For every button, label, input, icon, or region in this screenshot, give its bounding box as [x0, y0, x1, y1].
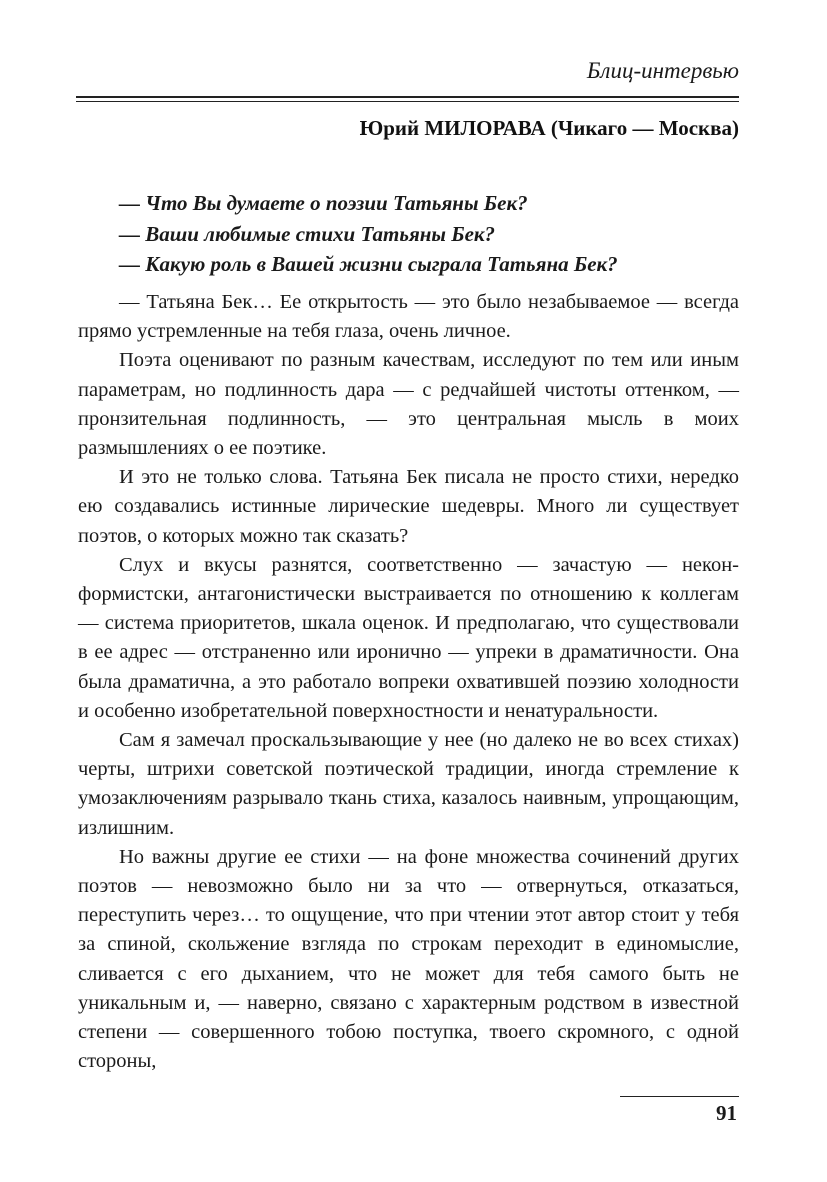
footer-rule	[620, 1096, 739, 1097]
question: — Ваши любимые стихи Татьяны Бек?	[119, 221, 496, 246]
section-title: Блиц-интервью	[586, 58, 739, 83]
paragraph: Слух и вкусы разнятся, соответственно — зачастую — неконформистски, антагонистически выстраивается по отношению к коллегам — система приоритетов, шкала оценок. И предполагаю, что существовали в ее адрес — отстраненно или иронично — упреки в драматичности. Она была драматична, а это работало вопреки охватившей поэзию холодности и особенно изобретательной поверхностности и ненатуральности.	[78, 553, 739, 722]
author-line: Юрий МИЛОРАВА (Чикаго — Москва)	[359, 116, 739, 140]
questions-block	[119, 188, 739, 280]
paragraph: — Татьяна Бек… Ее открытость — это было незабываемое — всегда прямо устремленные на тебя глаза, очень личное.	[78, 291, 739, 343]
header-rule-thick	[76, 96, 739, 98]
answer-text	[78, 288, 739, 1076]
paragraph: И это не только слова. Татьяна Бек писала не просто стихи, нередко ею создавались истинные лирические шедевры. Много ли существует поэтов, о которых можно так сказать?	[78, 466, 739, 547]
question: — Что Вы думаете о поэзии Татьяны Бек?	[119, 191, 528, 215]
paragraph: Но важны другие ее стихи — на фоне множества сочинений других поэтов — невозможно было ни за что — отвернуться, отказаться, переступить через… то ощущение, что при чтении этот автор стоит у тебя за спиной, скольжение взгляда по строкам переходит в единомыслие, сливается с его дыханием, что не может для тебя самого быть не уникальным и, — наверно, связано с характерным родством в известной степени — совершенного тобою поступка, твоего скромного, с одной стороны,	[78, 845, 739, 1073]
header-rule-thin	[76, 101, 739, 102]
page-number: 91	[716, 1101, 737, 1125]
question: — Какую роль в Вашей жизни сыграла Татьяна Бек?	[119, 252, 618, 276]
paragraph: Сам я замечал проскальзывающие у нее (но далеко не во всех стихах) черты, штрихи советской поэтической традиции, иногда стремление к умозаключениям разрывало ткань стиха, казалось наивным, упрощающим, излишним.	[78, 729, 739, 839]
paragraph: Поэта оценивают по разным качествам, исследуют по тем или иным параметрам, но подлинность дара — с редчайшей чистоты оттенком, — пронзительная подлинность, — это центральная мысль в моих размышлениях о ее поэтике.	[78, 349, 739, 460]
